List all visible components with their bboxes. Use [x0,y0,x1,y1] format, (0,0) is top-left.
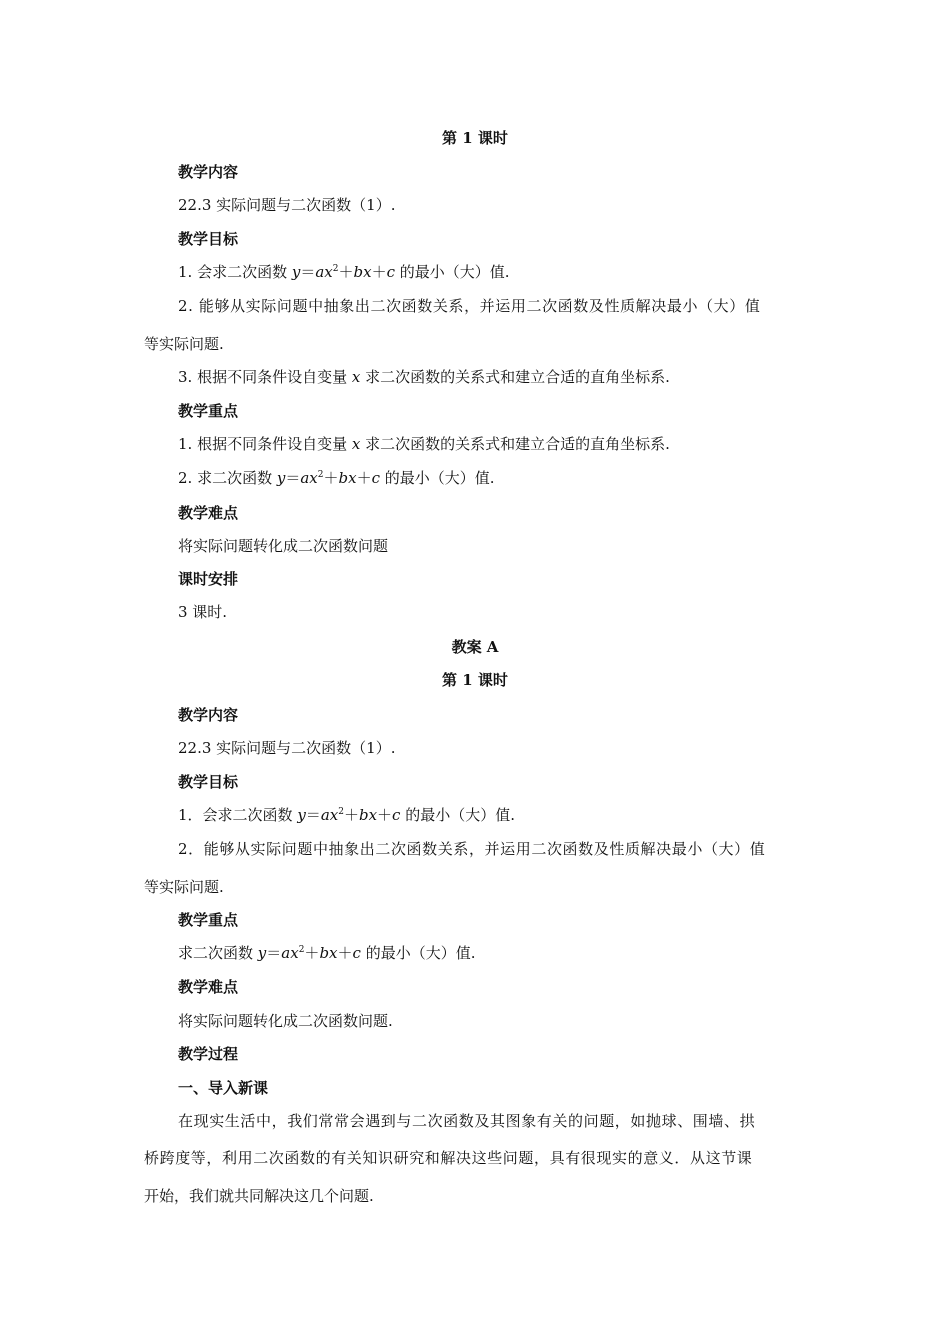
section1-heading-content: 教学内容 [178,163,239,181]
section2-intro-line-3: 开始，我们就共同解决这几个问题. [144,1187,374,1205]
section2-goal-2-line-1: 2．能够从实际问题中抽象出二次函数关系，并运用二次函数及性质解决最小（大）值 [178,840,766,858]
section2-heading-process: 教学过程 [178,1045,239,1063]
section2-goal-1: 1．会求二次函数 $y=ax^2+bx+c$ 的最小（大）值. [178,806,515,824]
section1-heading-schedule: 课时安排 [178,570,239,588]
section1-goal-2-line-2: 等实际问题. [144,335,224,353]
section1-goal-3: 3. 根据不同条件设自变量 x 求二次函数的关系式和建立合适的直角坐标系. [178,368,670,386]
section2-heading-key: 教学重点 [178,911,239,929]
section2-intro-line-2: 桥跨度等，利用二次函数的有关知识研究和解决这些问题，具有很现实的意义．从这节课 [144,1149,753,1167]
section1-heading-difficult: 教学难点 [178,504,239,522]
section1-goal-1: 1. 会求二次函数 $y=ax^2+bx+c$ 的最小（大）值. [178,263,510,281]
section1-key-2: 2. 求二次函数 $y=ax^2+bx+c$ 的最小（大）值. [178,469,495,487]
section2-goal-2-line-2: 等实际问题. [144,878,224,896]
section1-difficult: 将实际问题转化成二次函数问题 [178,537,389,555]
section1-heading-key: 教学重点 [178,402,239,420]
section2-heading-difficult: 教学难点 [178,978,239,996]
section2-difficult: 将实际问题转化成二次函数问题. [178,1012,393,1030]
section2-content: 22.3 实际问题与二次函数（1）. [178,739,396,757]
section1-key-1: 1. 根据不同条件设自变量 x 求二次函数的关系式和建立合适的直角坐标系. [178,435,670,453]
section2-heading-content: 教学内容 [178,706,239,724]
section2-intro-line-1: 在现实生活中，我们常常会遇到与二次函数及其图象有关的问题，如抛球、围墙、拱 [178,1112,756,1130]
section1-schedule: 3 课时. [178,603,228,621]
section1-heading-goals: 教学目标 [178,230,239,248]
section1-title: 第 1 课时 [442,129,508,147]
section2-key: 求二次函数 $y=ax^2+bx+c$ 的最小（大）值. [178,944,476,962]
section1-goal-2-line-1: 2. 能够从实际问题中抽象出二次函数关系，并运用二次函数及性质解决最小（大）值 [178,297,761,315]
section1-content: 22.3 实际问题与二次函数（1）. [178,196,396,214]
section2-heading-intro: 一、导入新课 [178,1079,269,1097]
section2-subtitle: 第 1 课时 [442,671,508,689]
section2-heading-goals: 教学目标 [178,773,239,791]
section2-title: 教案 A [451,638,499,656]
